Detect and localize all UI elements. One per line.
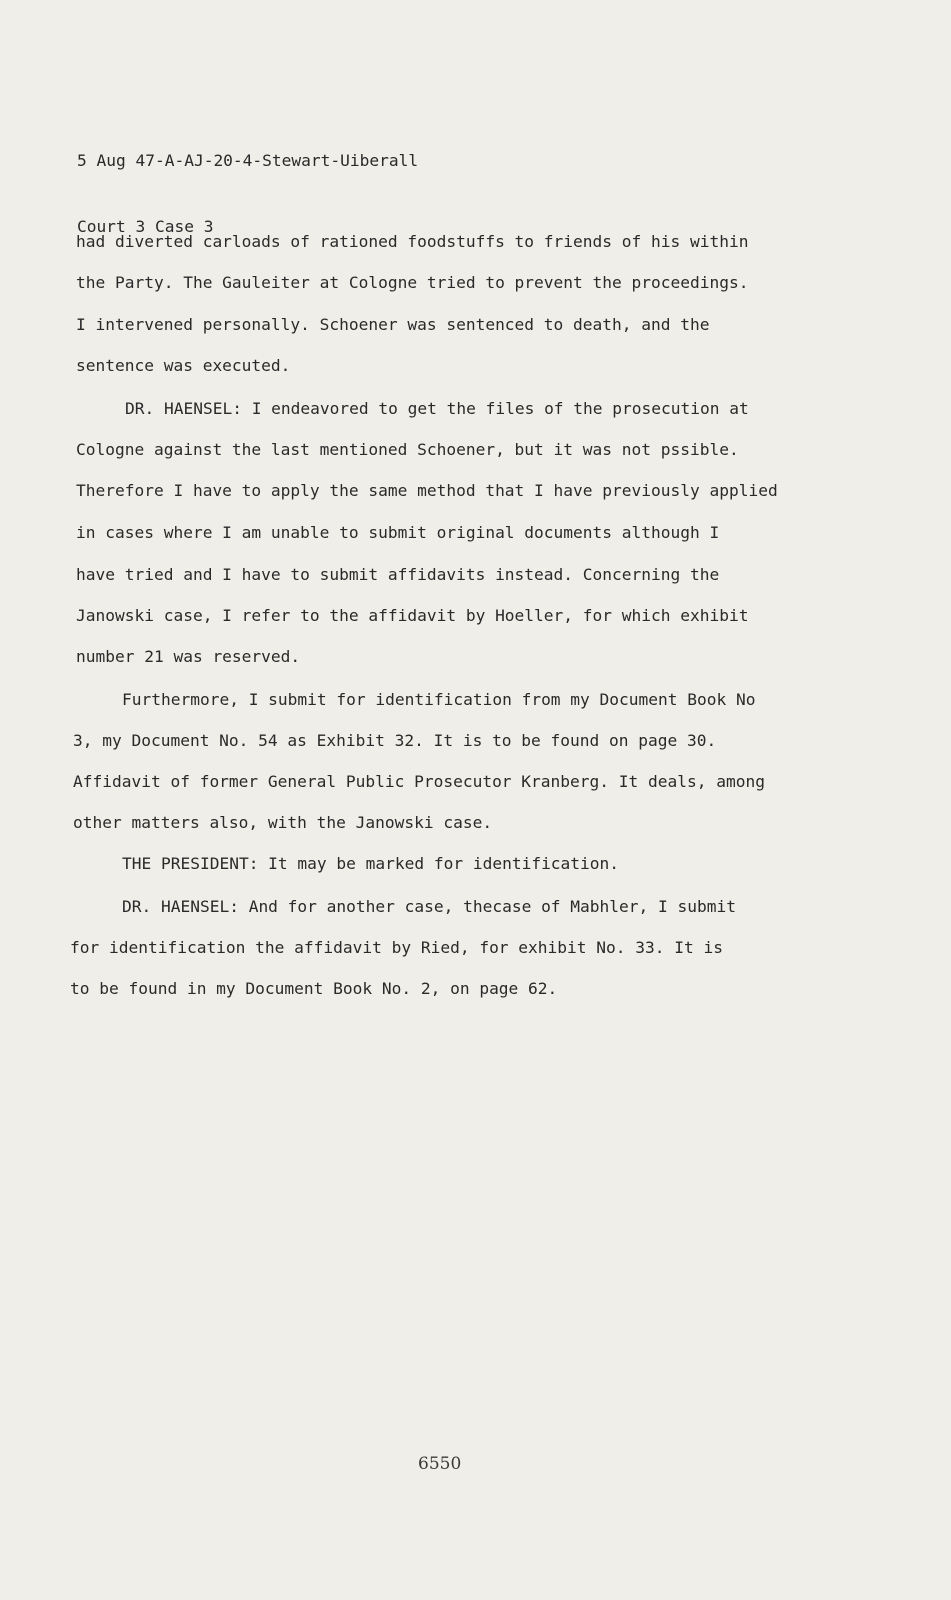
body-line: the Party. The Gauleiter at Cologne tried to prevent the proceedings. [76, 273, 749, 292]
header-line-court: Court 3 Case 3 [77, 217, 214, 236]
body-line: Furthermore, I submit for identification from my Document Book No [122, 690, 756, 709]
body-line: THE PRESIDENT: It may be marked for identification. [122, 854, 620, 873]
body-line: I intervened personally. Schoener was sentenced to death, and the [76, 315, 710, 334]
page-number: 6550 [418, 1454, 462, 1474]
body-line: Therefore I have to apply the same method that I have previously applied [76, 481, 778, 500]
body-line: had diverted carloads of rationed foodstuffs to friends of his within [76, 232, 749, 251]
body-line: DR. HAENSEL: I endeavored to get the files of the prosecution at [125, 399, 749, 418]
body-line: Cologne against the last mentioned Schoener, but it was not pssible. [76, 440, 739, 459]
body-line: DR. HAENSEL: And for another case, thecase of Mabhler, I submit [122, 897, 736, 916]
body-line: number 21 was reserved. [76, 647, 301, 666]
body-line: Janowski case, I refer to the affidavit by Hoeller, for which exhibit [76, 606, 749, 625]
body-line: for identification the affidavit by Ried, for exhibit No. 33. It is [70, 938, 723, 957]
body-line: in cases where I am unable to submit original documents although I [76, 523, 720, 542]
body-line: other matters also, with the Janowski case. [73, 813, 493, 832]
header-line-reference: 5 Aug 47-A-AJ-20-4-Stewart-Uiberall [77, 151, 419, 170]
body-line: to be found in my Document Book No. 2, on page 62. [70, 979, 558, 998]
body-line: sentence was executed. [76, 356, 291, 375]
document-header [77, 106, 418, 282]
body-line: 3, my Document No. 54 as Exhibit 32. It is to be found on page 30. [73, 731, 717, 750]
body-line: have tried and I have to submit affidavits instead. Concerning the [76, 565, 720, 584]
body-line: Affidavit of former General Public Prosecutor Kranberg. It deals, among [73, 772, 765, 791]
